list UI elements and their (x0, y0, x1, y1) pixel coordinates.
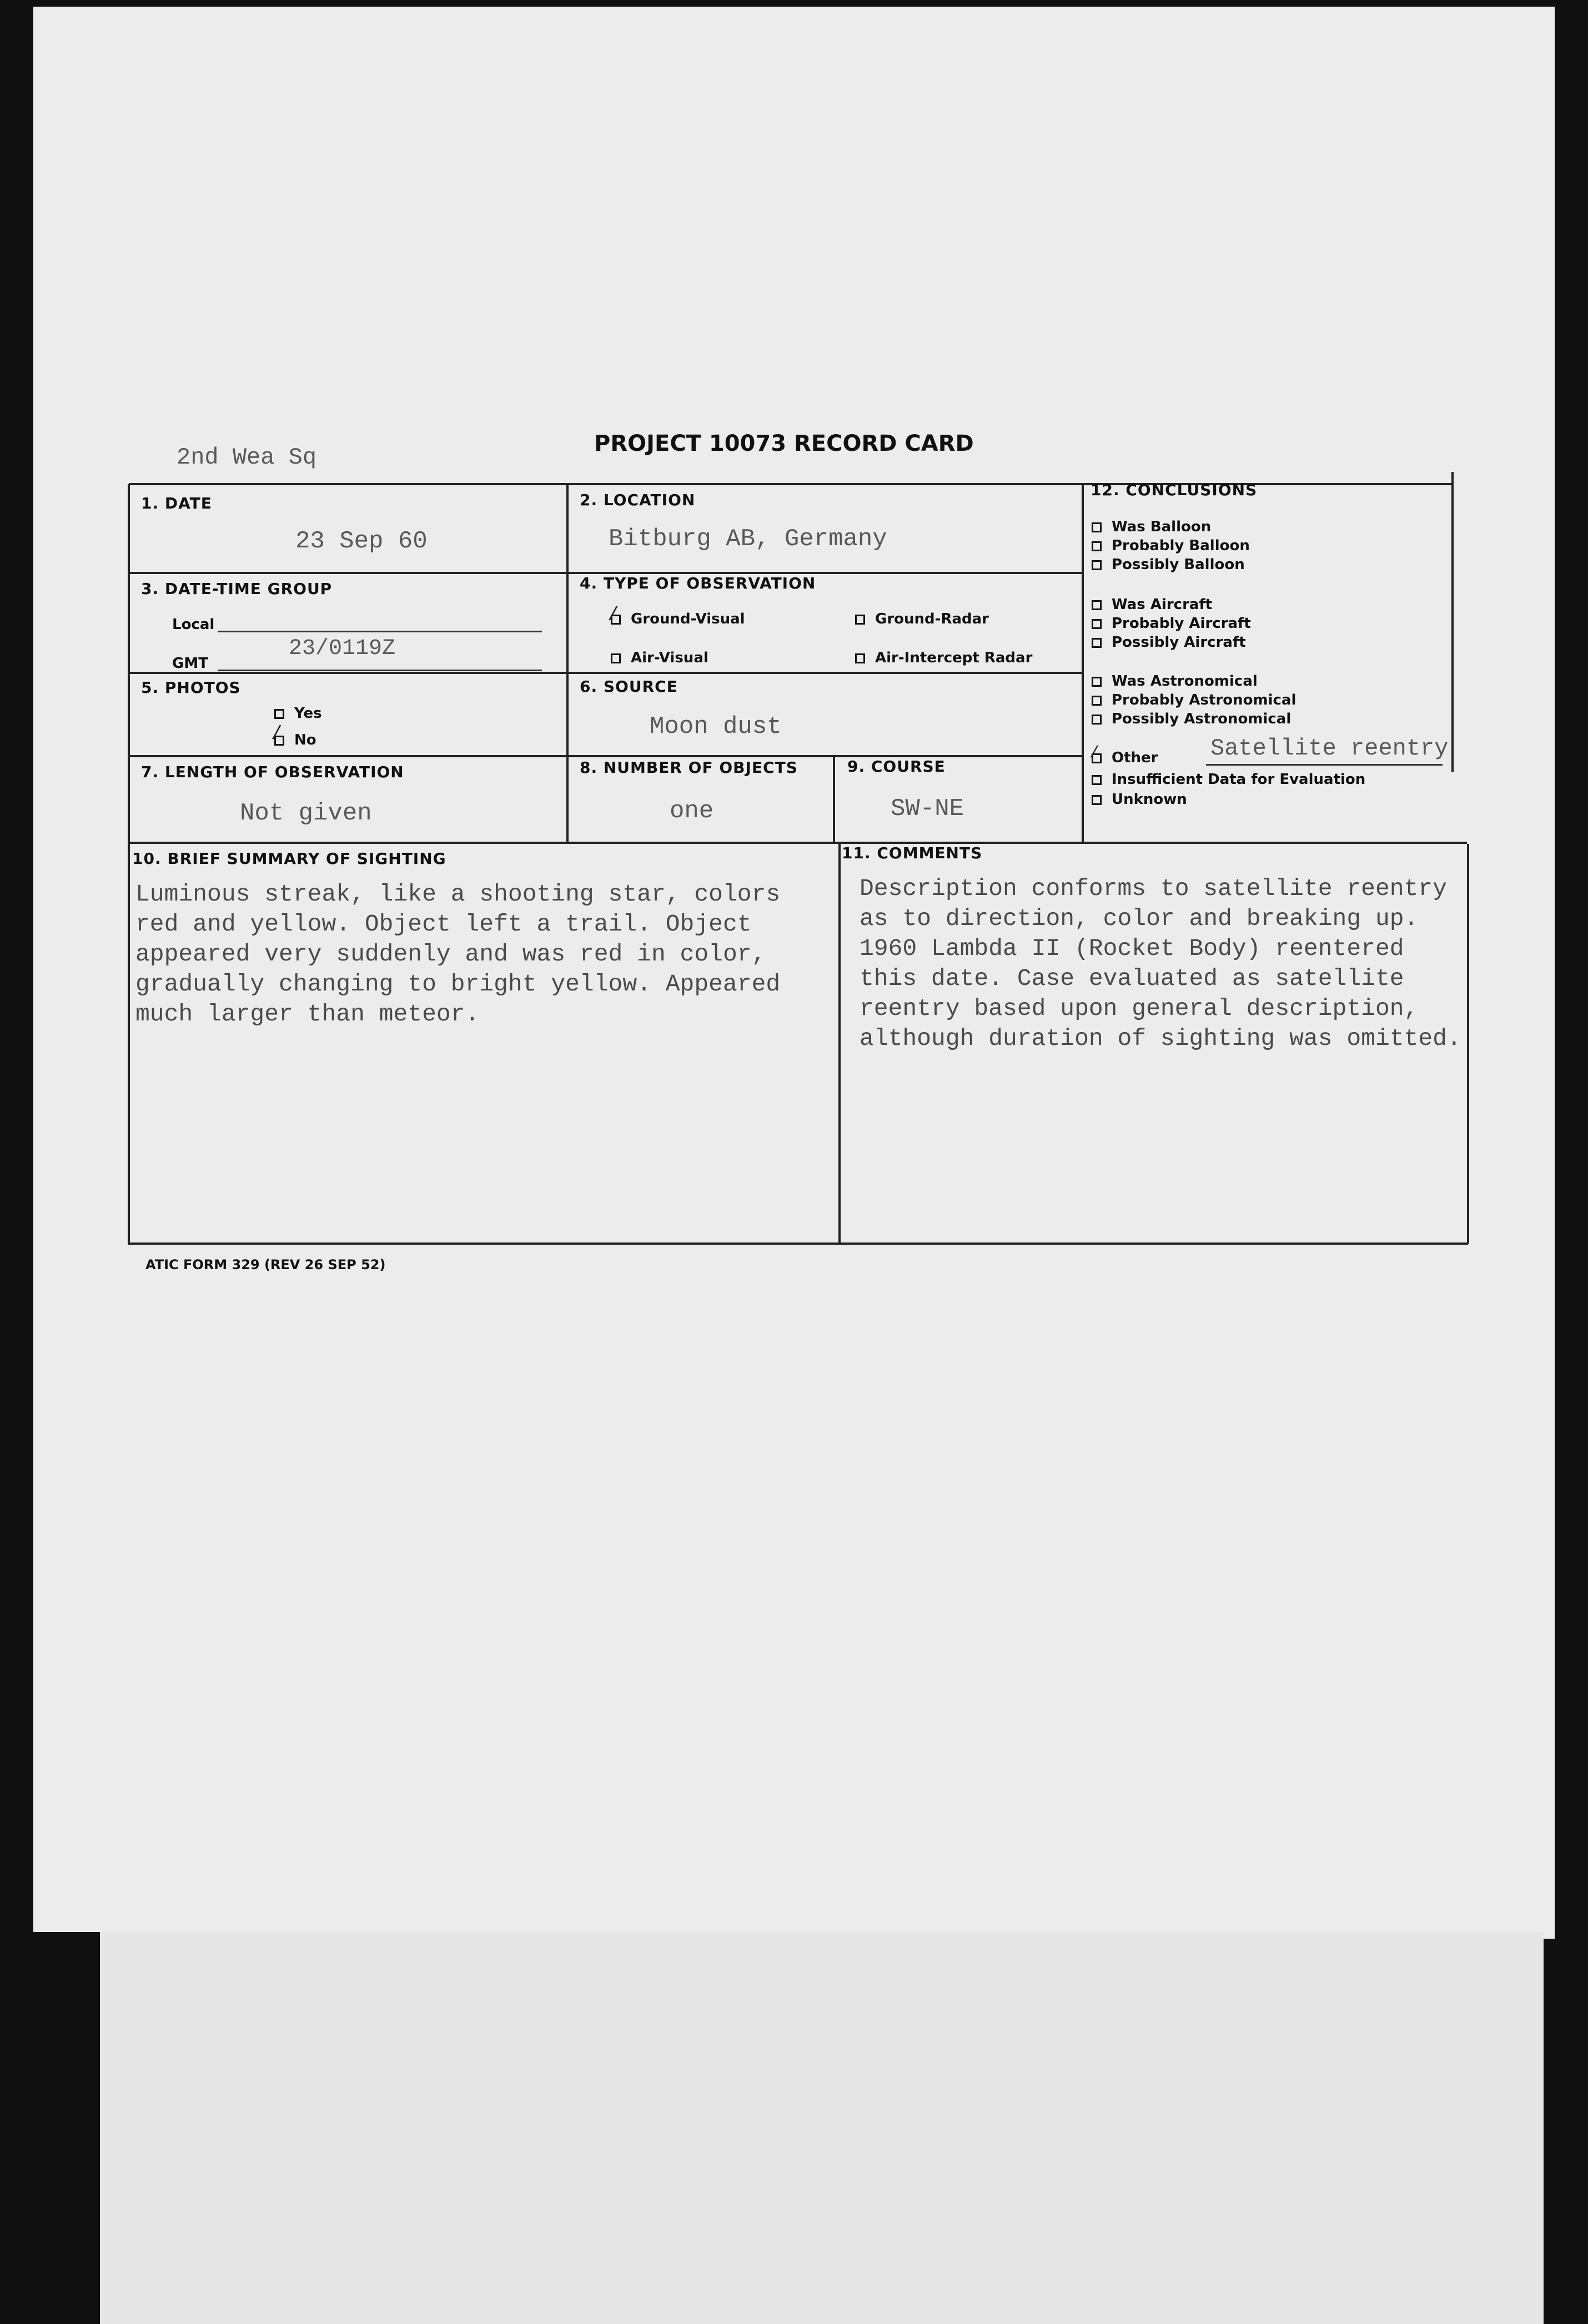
comments-line: as to direction, color and breaking up. (860, 905, 1419, 932)
conclusion-possibly-astronomical[interactable]: Possibly Astronomical (1092, 710, 1296, 728)
scan-border (0, 1932, 100, 2324)
org-note: 2nd Wea Sq (177, 444, 317, 471)
obs-option-air-intercept-radar[interactable]: Air-Intercept Radar (855, 650, 1032, 666)
photos-label: 5. PHOTOS (141, 678, 241, 697)
summary-line: much larger than meteor. (135, 1000, 480, 1028)
checkbox-icon (1092, 715, 1102, 725)
photos-no-option[interactable]: No (274, 732, 316, 748)
course-label: 9. COURSE (847, 757, 946, 776)
conclusion-probably-balloon[interactable]: Probably Balloon (1092, 536, 1250, 555)
source-value: Moon dust (650, 713, 782, 741)
source-label: 6. SOURCE (580, 677, 678, 696)
checkbox-icon (1092, 522, 1102, 532)
conclusion-was-astronomical[interactable]: Was Astronomical (1092, 672, 1296, 691)
lower-page-area (100, 1932, 1544, 2324)
ground-visual-checkmark: / (607, 605, 619, 626)
photos-yes-option[interactable]: Yes (274, 705, 322, 722)
conclusion-insufficient-data[interactable]: Insufficient Data for Evaluation (1092, 769, 1365, 789)
conclusion-possibly-balloon[interactable]: Possibly Balloon (1092, 555, 1250, 574)
conclusions-label: 12. CONCLUSIONS (1091, 481, 1258, 499)
conclusions-aircraft-group (1092, 595, 1251, 652)
form-border-right (1467, 844, 1469, 1244)
conclusion-possibly-aircraft[interactable]: Possibly Aircraft (1092, 633, 1251, 652)
length-of-observation-label: 7. LENGTH OF OBSERVATION (141, 763, 404, 781)
form-id: ATIC FORM 329 (REV 26 SEP 52) (145, 1257, 386, 1272)
checkbox-icon (274, 709, 284, 719)
conclusions-astronomical-group (1092, 672, 1296, 728)
checkbox-icon (1092, 541, 1102, 551)
checkbox-icon (611, 653, 621, 663)
gmt-value: 23/0119Z (289, 636, 396, 661)
summary-line: Luminous streak, like a shooting star, colors (135, 881, 781, 908)
row-divider-2 (129, 672, 1082, 674)
date-value: 23 Sep 60 (295, 527, 428, 555)
obs-option-air-visual[interactable]: Air-Visual (611, 650, 708, 666)
checkbox-icon (1092, 775, 1102, 785)
comments-line: 1960 Lambda II (Rocket Body) reentered (860, 935, 1404, 962)
location-value: Bitburg AB, Germany (609, 525, 887, 553)
conclusions-final-group (1092, 769, 1365, 809)
conclusion-probably-aircraft[interactable]: Probably Aircraft (1092, 614, 1251, 633)
col-divider-2 (1082, 484, 1084, 843)
checkbox-icon (855, 653, 865, 663)
col-divider-3 (833, 755, 835, 843)
number-of-objects-value: one (670, 797, 714, 825)
comments-line: reentry based upon general description, (860, 995, 1419, 1022)
conclusion-other-value: Satellite reentry (1210, 735, 1449, 762)
col-divider-1 (566, 484, 569, 843)
checkbox-icon (1092, 560, 1102, 570)
summary-text (135, 879, 780, 1029)
gmt-label: GMT (172, 655, 208, 672)
date-time-group-label: 3. DATE-TIME GROUP (141, 580, 333, 598)
course-value: SW-NE (891, 795, 964, 823)
comments-line: Description conforms to satellite reentry (860, 875, 1447, 902)
date-label: 1. DATE (141, 494, 212, 512)
checkbox-icon (1092, 600, 1102, 610)
obs-option-ground-visual[interactable]: Ground-Visual (611, 611, 745, 627)
local-time-label: Local (172, 616, 215, 633)
local-time-line (218, 631, 542, 632)
checkbox-icon (1092, 619, 1102, 629)
checkbox-icon (1092, 677, 1102, 687)
photos-no-checkmark: / (271, 724, 283, 745)
page-title: PROJECT 10073 RECORD CARD (594, 431, 974, 456)
location-label: 2. LOCATION (580, 491, 696, 509)
form-border-left (128, 484, 130, 1244)
summary-line: gradually changing to bright yellow. Appeared (135, 970, 781, 998)
conclusion-unknown[interactable]: Unknown (1092, 789, 1365, 809)
checkbox-icon (1092, 638, 1102, 648)
comments-line: although duration of sighting was omitted. (860, 1025, 1461, 1052)
checkbox-icon (1092, 795, 1102, 805)
number-of-objects-label: 8. NUMBER OF OBJECTS (580, 758, 798, 777)
gmt-line (218, 670, 542, 671)
other-value-line (1206, 764, 1443, 766)
summary-line: red and yellow. Object left a trail. Object (135, 911, 752, 938)
conclusion-other[interactable]: Other (1092, 749, 1158, 766)
other-checkmark: / (1089, 744, 1100, 763)
obs-option-ground-radar[interactable]: Ground-Radar (855, 611, 989, 627)
col-divider-4 (838, 843, 841, 1243)
row-divider-4 (129, 842, 1467, 844)
summary-line: appeared very suddenly and was red in color, (135, 940, 766, 968)
conclusion-was-aircraft[interactable]: Was Aircraft (1092, 595, 1251, 614)
conclusion-probably-astronomical[interactable]: Probably Astronomical (1092, 691, 1296, 710)
length-of-observation-value: Not given (240, 799, 372, 827)
conclusions-balloon-group (1092, 517, 1250, 574)
checkbox-icon (1092, 696, 1102, 706)
comments-label: 11. COMMENTS (842, 844, 983, 862)
comments-line: this date. Case evaluated as satellite (860, 965, 1404, 992)
type-of-observation-label: 4. TYPE OF OBSERVATION (580, 574, 816, 592)
conclusion-was-balloon[interactable]: Was Balloon (1092, 517, 1250, 536)
form-border-bottom (128, 1243, 1468, 1245)
checkbox-icon (855, 615, 865, 625)
summary-label: 10. BRIEF SUMMARY OF SIGHTING (132, 849, 446, 868)
comments-text (860, 874, 1461, 1054)
conclusions-border-right (1451, 472, 1454, 772)
